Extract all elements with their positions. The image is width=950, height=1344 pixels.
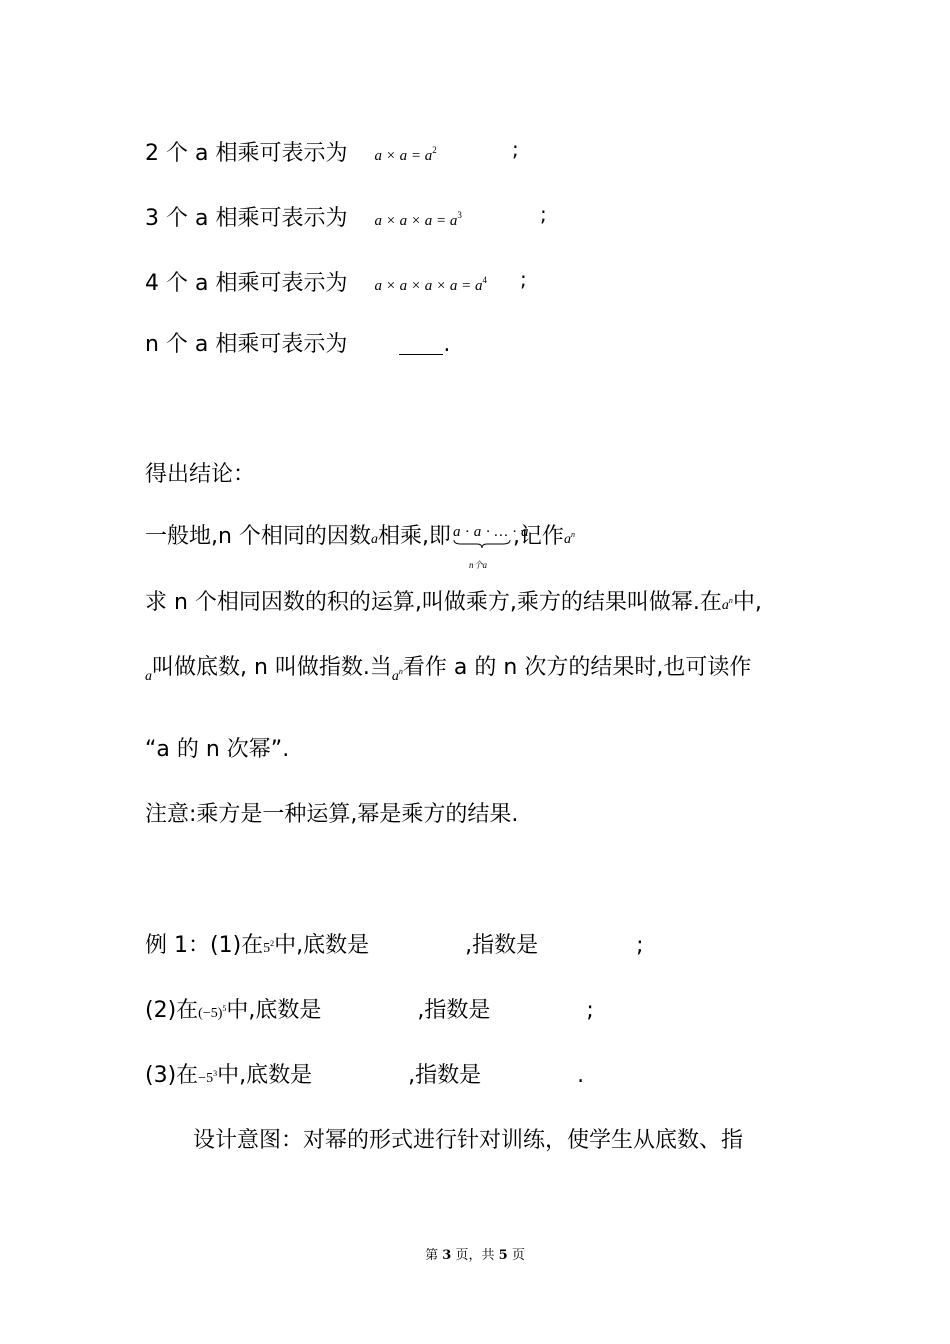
example-1-part-1 (145, 929, 644, 964)
math-expression: $a \times a \times a = a^3$ (374, 210, 462, 229)
line-text: n 个 a 相乘可表示为 (145, 332, 348, 357)
line-text: 3 个 a 相乘可表示为 (145, 206, 348, 231)
math-expression: $a \times a = a^2$ (374, 145, 437, 164)
line-text: 2 个 a 相乘可表示为 (145, 141, 348, 166)
underbrace-expression (451, 520, 530, 570)
power-expression: $(-5)^5$ (198, 1004, 227, 1021)
example-prefix: (3)在 (145, 1063, 199, 1088)
example-1-part-3 (145, 1059, 584, 1094)
line-text: 4 个 a 相乘可表示为 (145, 271, 348, 296)
definition-end: 看作 a 的 n 次方的结果时,也可读作 (402, 655, 752, 680)
math-expression: $a \times a \times a \times a = a^4$ (374, 275, 487, 294)
example-prefix: (2)在 (145, 998, 199, 1023)
var-a: a (145, 669, 152, 684)
exponent-label: ,指数是 (465, 933, 539, 958)
semicolon: ; (520, 267, 527, 291)
power-expression: $5^2$ (263, 939, 275, 956)
design-intent: 设计意图：对幂的形式进行针对训练，使学生从底数、指 (193, 1128, 744, 1153)
semicolon: ; (636, 933, 644, 958)
semicolon: ; (586, 998, 594, 1023)
notation: $a^n$ (563, 530, 575, 547)
brace-product: a · a · … · a (452, 524, 530, 540)
general-statement (145, 520, 575, 570)
period: . (443, 332, 451, 357)
answer-blank (399, 332, 443, 355)
conclusion-heading: 得出结论： (145, 462, 256, 487)
var-a: a (370, 532, 378, 547)
exponent-label: ,指数是 (417, 998, 491, 1023)
line-na (145, 330, 450, 360)
definition-line-1 (145, 586, 762, 621)
page-footer (0, 1244, 950, 1263)
semicolon: ; (512, 137, 519, 161)
semicolon: ; (540, 202, 547, 226)
general-mid: 相乘,即 (377, 524, 451, 549)
period: . (577, 1063, 585, 1088)
page-number: 3 (442, 1248, 452, 1263)
definition-line-3: “a 的 n 次幂”. (145, 737, 290, 762)
underbrace-icon (453, 539, 511, 549)
definition-line-2 (145, 651, 751, 686)
footer-pre: 第 (425, 1248, 439, 1263)
base-label: 中,底数是 (217, 1063, 313, 1088)
exponent-label: ,指数是 (408, 1063, 482, 1088)
line-2a (145, 135, 437, 171)
total-pages: 5 (498, 1248, 508, 1263)
example-1-part-2 (145, 994, 594, 1029)
base-label: 中,底数是 (274, 933, 370, 958)
power-notation: $a^n$ (721, 596, 733, 613)
line-3a (145, 200, 462, 236)
general-suffix: ,记作 (512, 524, 564, 549)
power-notation: an (391, 667, 403, 684)
definition-end: 中, (732, 590, 762, 615)
definition-text: 叫做底数, n 叫做指数.当 (152, 655, 392, 680)
base-label: 中,底数是 (226, 998, 322, 1023)
brace-label: n个a (468, 560, 487, 570)
footer-mid: 页，共 (455, 1248, 495, 1263)
line-4a (145, 265, 487, 301)
example-prefix: 例 1：(1)在 (145, 933, 264, 958)
note: 注意:乘方是一种运算,幂是乘方的结果. (145, 802, 519, 827)
power-expression: $-5^3$ (198, 1069, 218, 1086)
footer-post: 页 (511, 1248, 525, 1263)
general-prefix: 一般地,n 个相同的因数 (145, 524, 371, 549)
definition-text: 求 n 个相同因数的积的运算,叫做乘方,乘方的结果叫做幂.在 (145, 590, 722, 615)
